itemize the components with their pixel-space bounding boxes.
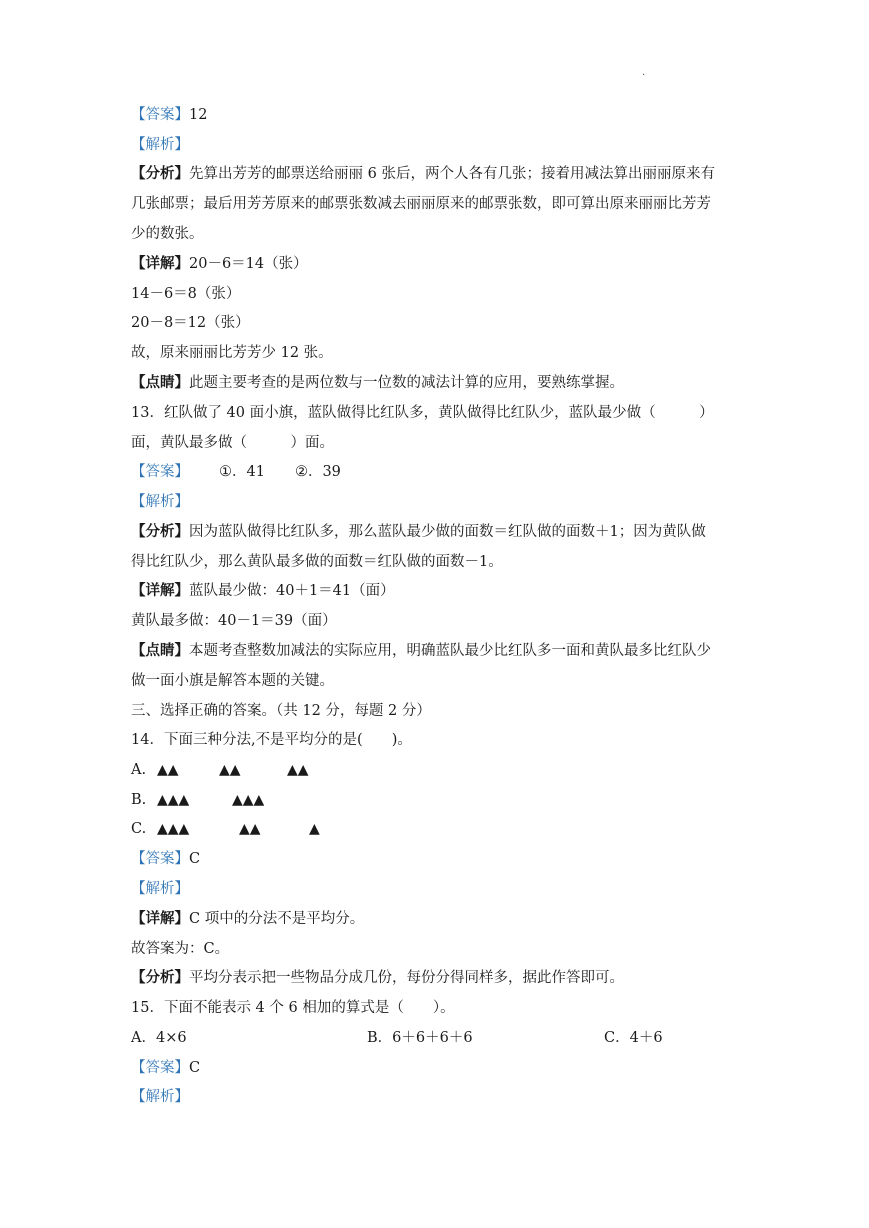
answer-label: 【答案】 [131,1060,189,1076]
q13-fenxi-line1: 【分析】因为蓝队做得比红队多，那么蓝队最少做的面数＝红队做的面数＋1；因为黄队做 [131,523,706,540]
dianjing-label: 【点睛】 [131,374,189,391]
q13-analysis-label: 【解析】 [131,494,189,510]
answer-value: 12 [189,107,208,123]
triangle-group-icon: ▲▲ [157,762,179,778]
q15-option-c: C．4＋6 [604,1030,663,1046]
triangle-group-icon: ▲▲▲ [157,792,190,808]
q14-fenxi: 【分析】平均分表示把一些物品分成几份，每份分得同样多，据此作答即可。 [131,969,624,986]
q12-answer [131,105,207,125]
q12-xiangjie-line1: 【详解】20－6＝14（张） [131,255,308,272]
answer-label: 【答案】 [131,851,189,867]
answer-label: 【答案】 [131,107,189,123]
answer-1: ①．41 [219,464,265,480]
triangle-group-icon: ▲▲▲ [157,821,190,837]
triangle-group-icon: ▲▲ [219,762,241,778]
q14-xiangjie: 【详解】C 项中的分法不是平均分。 [131,910,365,927]
q12-fenxi-line1: 【分析】先算出芳芳的邮票送给丽丽 6 张后，两个人各有几张；接着用减法算出丽丽原来有 [131,165,715,182]
q15-answer [131,1058,200,1078]
xiangjie-label: 【详解】 [131,910,189,927]
answer-value: C [189,851,201,867]
q12-fenxi-line2: 几张邮票；最后用芳芳原来的邮票张数减去丽丽原来的邮票张数，即可算出原来丽丽比芳芳 [131,196,711,212]
q13-dianjing-line1: 【点睛】本题考查整数加减法的实际应用，明确蓝队最少比红队多一面和黄队最多比红队少 [131,642,711,659]
q13-xiangjie-line1: 【详解】蓝队最少做：40＋1＝41（面） [131,582,395,599]
answer-label: 【答案】 [131,464,189,480]
option-label: C. [131,821,147,837]
q12-fenxi-line3: 少的数张。 [131,226,204,242]
q14-conclusion: 故答案为：C。 [131,941,230,957]
q14-analysis-label: 【解析】 [131,881,189,897]
fenxi-label: 【分析】 [131,969,189,986]
q12-calc3: 20－8＝12（张） [131,315,250,331]
triangle-group-icon: ▲▲▲ [232,792,265,808]
q12-analysis-label: 【解析】 [131,137,189,153]
triangle-group-icon: ▲▲ [287,762,309,778]
q14-option-a [131,760,309,780]
q13-calc2: 黄队最多做：40－1＝39（面） [131,613,337,629]
xiangjie-label: 【详解】 [131,582,189,599]
q13-question-line2: 面，黄队最多做（ ）面。 [131,435,334,451]
q12-dianjing: 【点睛】此题主要考查的是两位数与一位数的减法计算的应用，要熟练掌握。 [131,374,624,391]
q13-answer [131,462,341,482]
option-label: A. [131,762,147,778]
q14-answer [131,849,200,869]
q15-question: 15．下面不能表示 4 个 6 相加的算式是（ ）。 [131,1000,455,1016]
q12-calc2: 14－6＝8（张） [131,286,241,302]
dianjing-label: 【点睛】 [131,642,189,659]
fenxi-label: 【分析】 [131,165,189,182]
fenxi-label: 【分析】 [131,523,189,540]
q13-fenxi-line2: 得比红队少，那么黄队最多做的面数＝红队做的面数－1。 [131,554,503,570]
option-label: B. [131,792,147,808]
section3-heading: 三、选择正确的答案。（共 12 分，每题 2 分） [131,703,431,719]
q13-dianjing-line2: 做一面小旗是解答本题的关键。 [131,673,334,689]
xiangjie-label: 【详解】 [131,255,189,272]
triangle-group-icon: ▲▲ [239,821,261,837]
q15-option-b: B．6＋6＋6＋6 [367,1030,473,1046]
answer-2: ②．39 [294,464,341,480]
q15-analysis-label: 【解析】 [131,1089,189,1105]
answer-value: C [189,1060,201,1076]
q14-option-b [131,790,264,810]
q14-option-c [131,819,320,839]
q15-options [131,1028,663,1048]
top-mark: · [642,70,646,81]
q14-question: 14．下面三种分法,不是平均分的是( )。 [131,732,412,748]
triangle-group-icon: ▲ [309,821,320,837]
q12-conclusion: 故，原来丽丽比芳芳少 12 张。 [131,345,333,361]
q13-question-line1: 13．红队做了 40 面小旗，蓝队做得比红队多，黄队做得比红队少，蓝队最少做（ ） [131,405,714,421]
q15-option-a: A．4×6 [131,1030,187,1046]
